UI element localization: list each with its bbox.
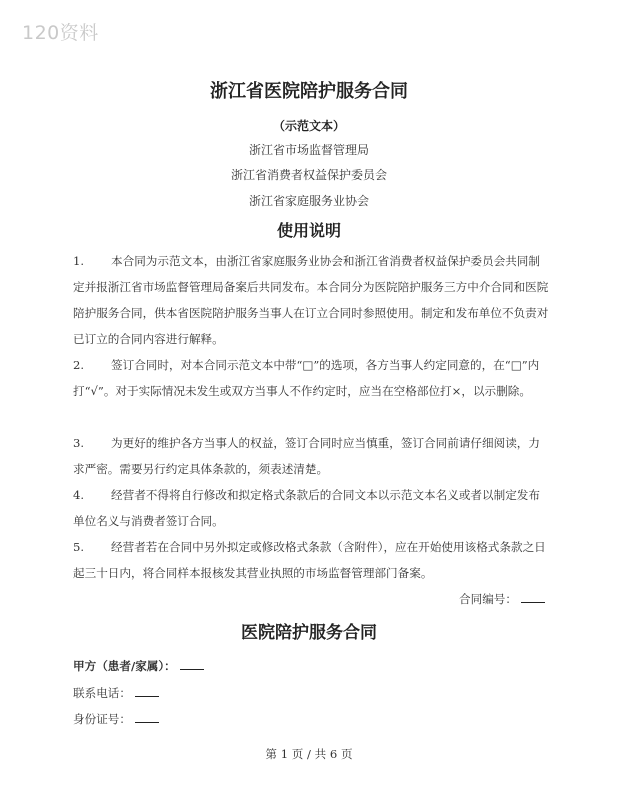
- instruction-number: 2.: [73, 358, 85, 372]
- instruction-number: 1.: [73, 254, 85, 268]
- contract-title: 医院陪护服务合同: [241, 623, 377, 643]
- issuing-organization: 浙江省家庭服务业协会: [248, 194, 369, 208]
- instruction-number: 5.: [73, 540, 85, 554]
- instruction-item: [73, 248, 551, 352]
- instruction-item: [73, 430, 551, 482]
- instruction-number: 4.: [73, 488, 85, 502]
- contract-number-label: 合同编号：: [459, 592, 517, 606]
- instruction-text: 签订合同时，对本合同示范文本中带“□”的选项，各方当事人约定同意的，在“□”内打“√”。对于实际情况未发生或双方当事人不作约定时，应当在空格部位打×，以示删除。: [73, 358, 540, 398]
- party-a-label: 甲方（患者/家属）：: [73, 659, 176, 673]
- id-number-blank[interactable]: [135, 710, 159, 723]
- phone-blank[interactable]: [135, 684, 159, 697]
- id-number-label: 身份证号：: [73, 712, 131, 726]
- contract-number: [459, 590, 545, 607]
- phone-label: 联系电话：: [73, 686, 131, 700]
- document-title: 浙江省医院陪护服务合同: [210, 81, 408, 102]
- phone-field: [73, 684, 159, 701]
- issuing-organization: 浙江省消费者权益保护委员会: [230, 168, 387, 182]
- instruction-item: [73, 482, 551, 534]
- page-footer: 第 1 页 / 共 6 页: [265, 747, 353, 761]
- party-a-field: [73, 657, 204, 674]
- contract-number-blank[interactable]: [521, 590, 545, 603]
- instructions-heading: 使用说明: [276, 221, 341, 240]
- party-a-blank[interactable]: [180, 657, 204, 670]
- instruction-number: 3.: [73, 436, 85, 450]
- instruction-item: [73, 534, 551, 586]
- instruction-text: 经营者若在合同中另外拟定或修改格式条款（含附件），应在开始使用该格式条款之日起三十日内，将合同样本报核发其营业执照的市场监督管理部门备案。: [73, 540, 546, 580]
- id-number-field: [73, 710, 159, 727]
- instruction-text: 经营者不得将自行修改和拟定格式条款后的合同文本以示范文本名义或者以制定发布单位名义与消费者签订合同。: [73, 488, 540, 528]
- watermark: 120资料: [22, 22, 99, 44]
- issuing-organization: 浙江省市场监督管理局: [248, 143, 369, 157]
- instruction-item: [73, 352, 551, 404]
- instruction-text: 本合同为示范文本，由浙江省家庭服务业协会和浙江省消费者权益保护委员会共同制定并报浙江省市场监督管理局备案后共同发布。本合同分为医院陪护服务三方中介合同和医院陪护服务合同，供本省医院陪护服务当事人在订立合同时参照使用。制定和发布单位不负责对已订立的合同内容进行解释。: [73, 254, 549, 346]
- sample-text-label: （示范文本）: [272, 119, 345, 133]
- instruction-text: 为更好的维护各方当事人的权益，签订合同时应当慎重，签订合同前请仔细阅读，力求严密。需要另行约定具体条款的，须表述清楚。: [73, 436, 540, 476]
